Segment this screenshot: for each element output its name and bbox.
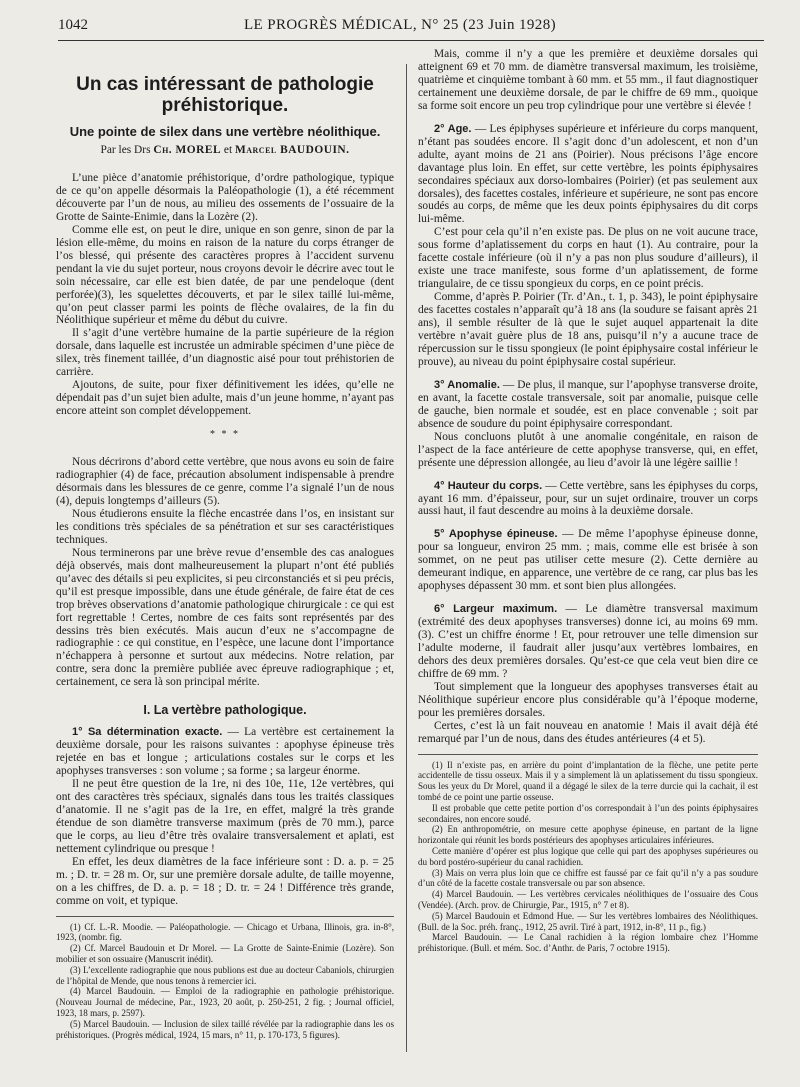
header-rule [58, 40, 764, 41]
footnote: (2) Cf. Marcel Baudouin et Dr Morel. — La Grotte de Sainte-Enimie (Lozère). Son mobilier et son ossuaire (Manuscrit inédit). [56, 943, 394, 964]
author-baudouin: Marcel BAUDOUIN. [235, 144, 350, 156]
age-paragraph-3: Comme, d’après P. Poirier (Tr. d’An., t. 1, p. 343), le point épiphysaire des facettes costales n’apparaît qu’à 18 ans (la soudure se faisant après 21 ans), il semble résulter de là que le sujet auquel appartenait la dite vertèbre n’avait guère plus de 18 ans, puisqu’il n’y a aucune trace de répercussion sur le tissu spongieux (le point épiphysaire costal inférieur le prouve), au niveau du point épiphysaire costal supérieur. [418, 291, 758, 368]
authors-prefix: Par les Drs [100, 144, 151, 156]
intro-paragraph-1: L’une pièce d’anatomie préhistorique, d’ordre pathologique, typique de ce qu’on appelle désormais la Paléopathologie (1), a été récemment découverte par l’un de nous, au milieu des ossements de l’ossuaire de la Grotte de Sainte-Enimie, dans la Lozère (2). [56, 172, 394, 223]
height-paragraph [418, 480, 758, 519]
article-authors [56, 143, 394, 158]
footnote: (1) Cf. L.-R. Moodie. — Paléopathologie. — Chicago et Urbana, Illinois, gra. in-8°, 1923, (nombr. fig. [56, 921, 394, 943]
journal-header: LE PROGRÈS MÉDICAL, N° 25 (23 Juin 1928) [243, 17, 556, 33]
page-number: 1042 [58, 17, 88, 33]
intro-paragraph-3: Il s’agit d’une vertèbre humaine de la partie supérieure de la région dorsale, dans laquelle est incrustée un admirable spécimen d’une pièce de silex, très finement taillée, d’un diagnostic aisé pour tout préhistorien de carrière. [56, 327, 394, 379]
footnote: (4) Marcel Baudouin. — Emploi de la radiographie en pathologie préhistorique. (Nouveau Journal de médecine, Par., 1923, 20 août, p. 250-251, 2 fig. ; Journal officiel, 1923, 18 mars, p. 2597). [56, 986, 394, 1018]
article-subtitle: Une pointe de silex dans une vertèbre néolithique. [69, 124, 381, 139]
age-text: — Les épiphyses supérieure et inférieure du corps manquent, n’étant pas soudées encore. Il s’agit donc d’un adolescent, et non d’un adulte, ayant moins de 21 ans (Poirier). Nous précisons l’âge encore davantage plus loin. En effet, sur cette vertèbre, les points épiphysaires secondaires spéciaux aux dorso-lombaires (Poirier) (et pas seulement aux dorsales), des facettes costales, inférieure et supérieure, ne sont pas encore soudés au corps, de même que les deux points épiphysaires du dit corps lui-même. [418, 122, 758, 226]
width-paragraph [418, 603, 758, 681]
footnote: (4) Marcel Baudouin. — Les vertèbres cervicales néolithiques de l’ossuaire des Cous (Vendée). (Arch. prov. de Chirurgie, Par., 1915, n° 7 et 8). [418, 889, 758, 911]
height-heading: 4° Hauteur du corps. [434, 479, 543, 492]
plan-paragraph-2: Nous étudierons ensuite la flèche encastrée dans l’os, en insistant sur les conditions très spéciales de sa pénétration et sur ses caractéristiques techniques. [56, 507, 394, 546]
footnote: Il est probable que cette petite portion d’os correspondait à l’un des points épiphysaires secondaires, non encore soudé. [418, 802, 758, 824]
intro-paragraph-2: Comme elle est, on peut le dire, unique en son genre, sinon de par la lésion elle-même, du moins en raison de la nature du corps étranger de l’os blessé, qui présente des caractères propres à l’accident survenu pendant la vie du sujet porteur, nous croyons devoir le décrire avec tout le soin nécessaire, car elle est bien datée, de par une pendeloque (dent perforée)(3), les squelettes découverts, et par le silex taillé lui-même, qu’on peut classer parmi les points de flèche ovalaires, de la fin du Néolithique supérieur et même du début du cuivre. [56, 223, 394, 327]
width-paragraph-3: Certes, c’est là un fait nouveau en anatomie ! Mais il avait déjà été remarqué par l’un de nous, dans des études antérieures (4 et 5). [418, 719, 758, 745]
column-divider [406, 64, 407, 1052]
spine-paragraph [418, 528, 758, 593]
age-paragraph [418, 123, 758, 227]
footnote: (3) Mais on verra plus loin que ce chiffre est faussé par ce fait qu’il n’y a pas soudure d’un côté de la facette costale transversale ou par son absence. [418, 867, 758, 889]
footnote: (2) En anthropométrie, on mesure cette apophyse épineuse, en partant de la ligne horizontale qui réunit les bords postérieurs des apophyses articulaires inférieures. [418, 824, 758, 846]
vertebra-paragraph-1: Il ne peut être question de la 1re, ni des 10e, 11e, 12e vertèbres, qui ont des caractères très spéciaux, signalés dans tous les traités classiques d’anatomie. Il ne s’agit pas de la 1re, en effet, malgré la très grande étendue de son diamètre transverse maximum (près de 70 mm.), parce que le corps, au lieu d’être très ovalaire transversalement et aplati, est nettement cylindrique ou presque ! [56, 778, 394, 855]
width-heading: 6° Largeur maximum. [434, 603, 558, 616]
footnote: (5) Marcel Baudouin. — Inclusion de silex taillé révélée par la radiographie dans les os préhistoriques. (Progrès médical, 1924, 15 mars, n° 11, p. 170-173, 5 figures). [56, 1018, 394, 1040]
footnote: (1) Il n’existe pas, en arrière du point d’implantation de la flèche, une petite perte accidentelle de tissu osseux. Mais il y a simplement là un aplatissement du tissu spongieux. Sous les yeux du Dr Morel, quand il a dégagé le silex de la terre durcie qui la cachait, il est tombé de ce point une partie osseuse. [418, 759, 758, 803]
width-text: — Le diamètre transversal maximum (extrémité des deux apophyses transverses) donne ici, au moins 69 mm. (3). C’est un chiffre énorme ! Et, pour retrouver une telle dimension sur l’adulte moderne, il faudrait aller jusqu’aux vertèbres lombaires, en dehors des deux premières dorsales. Qu’est-ce que cela veut bien dire ce chiffre de 69 mm. ? [418, 603, 758, 680]
age-paragraph-2: C’est pour cela qu’il n’en existe pas. De plus on ne voit aucune trace, sous forme d’aplatissement du corps en haut (1). Au contraire, pour la facette costale inférieure (où il n’y a pas non plus soudure d’ailleurs), il existe une trace manifeste, sous forme d’un aplatissement, de forme triangulaire, de ce tissu spongieux du corps, en ce point précis. [418, 226, 758, 291]
footnotes-left [56, 922, 394, 1041]
article-title: Un cas intéressant de pathologie préhistorique. [76, 74, 374, 116]
plan-paragraph-1: Nous décrirons d’abord cette vertèbre, que nous avons eu soin de faire radiographier (4) de face, précaution absolument indispensable à prendre désormais dans les blessures de ce genre, comme l’a signalé l’un de nous (4), depuis longtemps d’ailleurs (5). [56, 456, 394, 507]
authors-and: et [223, 144, 233, 156]
footnotes-right [418, 760, 758, 954]
vertebra-paragraph-2: En effet, les deux diamètres de la face inférieure sont : D. a. p. = 25 m. ; D. tr. = 28 m. Or, sur une première dorsale adulte, de taille moyenne, on a les chiffres, de D. a. p. = 18 ; D. tr. = 24 ! Différence très grande, comme on voit, et typique. [56, 855, 394, 907]
right-column [418, 48, 758, 954]
determination-heading: 1° Sa détermination exacte. [72, 726, 223, 739]
footnote-rule-right [418, 754, 758, 755]
running-head [40, 14, 760, 36]
footnote: Marcel Baudouin. — Le Canal rachidien à la région lombaire chez l’Homme préhistorique. (Bull. et mém. Soc. d’Anthr. de Paris, 7 octobre 1915). [418, 932, 758, 954]
determination-text: — La vertèbre est certainement la deuxième dorsale, pour les raisons suivantes : apophyse épineuse très rejetée en bas et longue ; articulations costales sur le corps et les apophyses transverses : son volume ; sa forme ; sa largeur énorme. [56, 726, 394, 778]
author-morel: Ch. MOREL [153, 144, 222, 156]
spine-heading: 5° Apophyse épineuse. [434, 528, 558, 541]
intro-paragraph-4: Ajoutons, de suite, pour fixer définitivement les idées, qu’elle ne dépendait pas d’un sujet bien adulte, mais d’un jeune homme, n’ayant pas encore atteint son complet développement. [56, 379, 394, 418]
height-text: — Cette vertèbre, sans les épiphyses du corps, ayant 16 mm. d’épaisseur, pour, sur un sujet ordinaire, trouver un corps aussi haut, il faut descendre au moins à la deuxième dorsale. [418, 479, 758, 518]
plan-paragraph-3: Nous terminerons par une brève revue d’ensemble des cas analogues déjà observés, mais dont malheureusement la plupart n’ont été publiés qu’avec des détails si peu explicites, si peu circonstanciés et si peu précis, qu’il est presque impossible, dans une étude générale, de faire état de ces trop brèves observations d’anatomie pathologique chirurgicale : ce qui est fort regrettable ! Certes, nombre de ces faits sont représentés par des dessins très bien exécutés. Mais aucun d’eux ne s’accompagne de radiographie : ce qui constitue, en l’espèce, une lacune dont l’importance n’échappera à personne et surtout aux médecins. Notre relation, par contre, sera donc la première publiée avec épreuve radiographique ; et, certainement, ce sera là son principal mérite. [56, 546, 394, 689]
age-heading: 2° Age. [434, 122, 472, 135]
footnote: (3) L’excellente radiographie que nous publions est due au docteur Cabaniols, chirurgien de l’hôpital de Mende, que nous tenons à remercier ici. [56, 964, 394, 986]
section-title: I. La vertèbre pathologique. [143, 703, 307, 718]
footnote-rule-left [56, 916, 394, 917]
determination-paragraph [56, 726, 394, 778]
footnote: (5) Marcel Baudouin et Edmond Hue. — Sur les vertèbres lombaires des Néolithiques. (Bull. de la Soc. préh. franç., 1912, 25 avril. Tiré à part, 1912, in-8°, 11 p., fig.) [418, 910, 758, 932]
left-column [56, 48, 394, 1040]
footnote: Cette manière d’opérer est plus logique que celle qui part des apophyses supérieures ou du bord postéro-supérieur du canal rachidien. [418, 846, 758, 867]
section-separator-stars: * * * [210, 429, 240, 441]
anomaly-paragraph-2: Nous concluons plutôt à une anomalie congénitale, en raison de l’aspect de la face antérieure de cette apophyse transverse, qui, en effet, présente une dépression allongée, au lieu d’avoir là une légère saillie ! [418, 430, 758, 469]
anomaly-paragraph [418, 379, 758, 431]
anomaly-heading: 3° Anomalie. [434, 378, 500, 391]
width-paragraph-2: Tout simplement que la longueur des apophyses transverses était au Néolithique supérieur encore plus considérable qu’à l’époque moderne, pour les premières dorsales. [418, 680, 758, 719]
spine-text: — De même l’apophyse épineuse donne, pour sa longueur, environ 25 mm. ; mais, comme elle est brisée à son sommet, on ne peut pas utiliser cette mesure (2). Cette dernière au demeurant indique, en apparence, une vertèbre de ce rang, car plus bas les apophyses dépassent 30 mm. et sont bien plus allongées. [418, 528, 758, 593]
diameter-paragraph: Mais, comme il n’y a que les première et deuxième dorsales qui atteignent 69 et 70 mm. de diamètre transversal maximum, les troisième, quatrième et cinquième tombant à 60 mm. et 55 mm., il faut diagnostiquer certainement une deuxième dorsale, de par le chiffre de 69 mm., quoique sa forme soit encore un peu trop cylindrique pour une vertèbre si élevée ! [418, 48, 758, 112]
anomaly-text: — De plus, il manque, sur l’apophyse transverse droite, en avant, la facette costale transversale, soit par anomalie, puisque celle de gauche, bien normale et soudée, est en place convenable ; soit par absence de soudure du point épiphysaire correspondant. [418, 378, 758, 430]
